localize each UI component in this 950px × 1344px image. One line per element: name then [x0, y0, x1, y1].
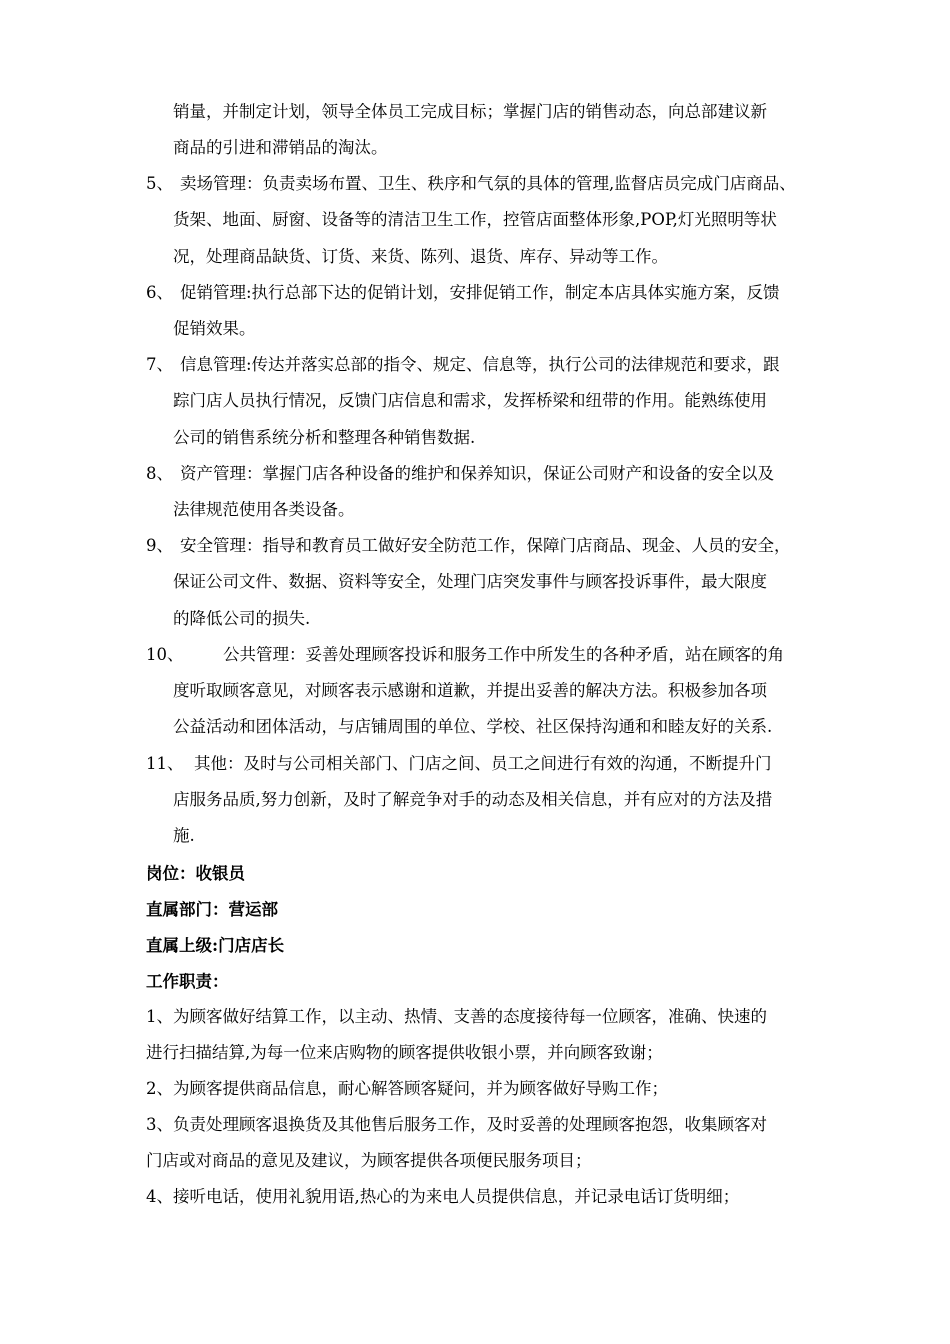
- item-11-line-1: 其他：及时与公司相关部门、门店之间、员工之间进行有效的沟通，不断提升门: [194, 754, 772, 773]
- duty-1-line-2: 进行扫描结算,为每一位来店购物的顾客提供收银小票，并向顾客致谢；: [146, 1043, 663, 1062]
- item-7-line-3: 公司的销售系统分析和整理各种销售数据.: [173, 428, 476, 447]
- item-5-line-3: 况，处理商品缺货、订货、来货、陈列、退货、库存、异动等工作。: [173, 247, 668, 266]
- duty-1-line-1: 1、为顾客做好结算工作，以主动、热情、支善的态度接待每一位顾客，准确、快速的: [146, 1007, 767, 1026]
- item-5-line-2: 货架、地面、厨窗、设备等的清洁卫生工作，控管店面整体形象,POP,灯光照明等状: [173, 210, 777, 229]
- item-5-line-1: 卖场管理：负责卖场布置、卫生、秩序和气氛的具体的管理,监督店员完成门店商品、: [180, 174, 796, 193]
- item-8-line-1: 资产管理：掌握门店各种设备的维护和保养知识，保证公司财产和设备的安全以及: [180, 464, 774, 483]
- superior-heading: 直属上级:门店店长: [146, 936, 285, 955]
- item-6-number: 6、: [146, 283, 173, 302]
- item-7-number: 7、: [146, 355, 173, 374]
- item-10-line-1: 公共管理：妥善处理顾客投诉和服务工作中所发生的各种矛盾，站在顾客的角: [223, 645, 784, 664]
- duty-4-line-1: 4、接听电话，使用礼貌用语,热心的为来电人员提供信息，并记录电话订货明细；: [146, 1187, 740, 1206]
- item-11-line-3: 施.: [173, 826, 195, 845]
- item-11-number: 11、: [146, 754, 184, 773]
- item-7-line-1: 信息管理:传达并落实总部的指令、规定、信息等，执行公司的法律规范和要求，跟: [180, 355, 780, 374]
- item-9-number: 9、: [146, 536, 173, 555]
- duty-3-line-2: 门店或对商品的意见及建议，为顾客提供各项便民服务项目；: [146, 1151, 592, 1170]
- item-8-line-2: 法律规范使用各类设备。: [173, 500, 355, 519]
- item-8-number: 8、: [146, 464, 173, 483]
- item-5-number: 5、: [146, 174, 173, 193]
- item-6-line-2: 促销效果。: [173, 319, 256, 338]
- item-10-line-2: 度听取顾客意见，对顾客表示感谢和道歉，并提出妥善的解决方法。积极参加各项: [173, 681, 767, 700]
- item-7-line-2: 踪门店人员执行情况，反馈门店信息和需求，发挥桥梁和纽带的作用。能熟练使用: [173, 391, 767, 410]
- prev-item-line-2: 商品的引进和滞销品的淘汰。: [173, 138, 388, 157]
- duty-2-line-1: 2、为顾客提供商品信息，耐心解答顾客疑问，并为顾客做好导购工作；: [146, 1079, 668, 1098]
- prev-item-line-1: 销量，并制定计划，领导全体员工完成目标；掌握门店的销售动态，向总部建议新: [173, 102, 767, 121]
- item-10-line-3: 公益活动和团体活动，与店铺周围的单位、学校、社区保持沟通和和睦友好的关系.: [173, 717, 773, 736]
- item-11-line-2: 店服务品质,努力创新，及时了解竞争对手的动态及相关信息，并有应对的方法及措: [173, 790, 773, 809]
- item-9-line-2: 保证公司文件、数据、资料等安全，处理门店突发事件与顾客投诉事件，最大限度: [173, 572, 767, 591]
- item-6-line-1: 促销管理:执行总部下达的促销计划，安排促销工作，制定本店具体实施方案，反馈: [180, 283, 780, 302]
- duties-heading: 工作职责：: [146, 972, 229, 991]
- position-heading: 岗位：收银员: [146, 864, 245, 883]
- item-9-line-3: 的降低公司的损失.: [173, 609, 311, 628]
- item-10-number: 10、: [146, 645, 184, 664]
- item-9-line-1: 安全管理：指导和教育员工做好安全防范工作，保障门店商品、现金、人员的安全，: [180, 536, 791, 555]
- duty-3-line-1: 3、负责处理顾客退换货及其他售后服务工作，及时妥善的处理顾客抱怨，收集顾客对: [146, 1115, 767, 1134]
- department-heading: 直属部门：营运部: [146, 900, 278, 919]
